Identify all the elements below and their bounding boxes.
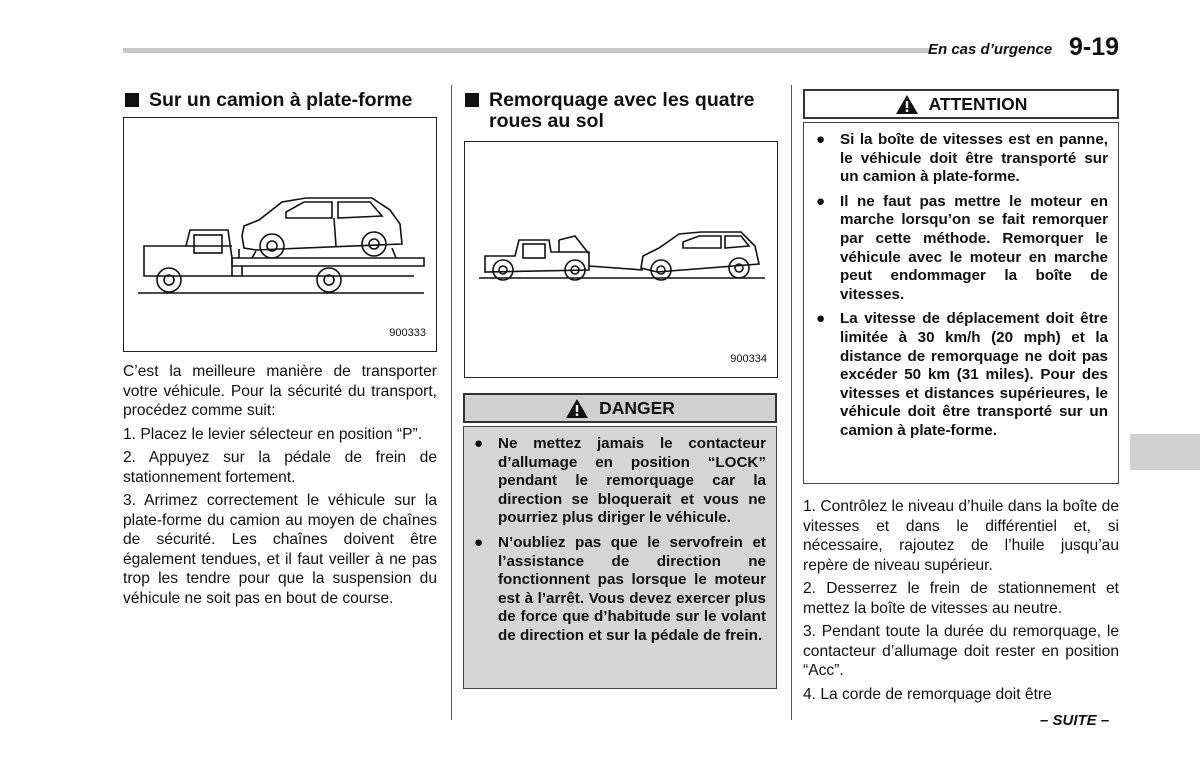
attention-item: ● La vitesse de déplacement doit être limitée à 30 km/h (20 mph) et la distance de remorquage ne doit pas excéder 50 km (31 miles). Pour des vitesses et distances supérieures, le véhicule doit être transporté sur un camion à plate-forme. [816, 310, 1108, 439]
paragraph: 3. Arrimez correctement le véhicule sur la plate-forme du camion au moyen de chaînes de sécurité. Les chaînes doivent être également tendues, et il faut veiller à ne pas trop les tendre pour que la suspension du véhicule ne soit pas en bout de course. [123, 492, 437, 607]
figure-code: 900333 [389, 327, 426, 339]
warning-triangle-icon [895, 94, 919, 115]
bullet-icon: ● [474, 533, 484, 551]
bullet-icon: ● [474, 435, 484, 452]
bullet-icon: ● [816, 310, 826, 328]
warning-triangle-icon [565, 398, 589, 419]
square-bullet-icon [125, 93, 139, 107]
section-title: En cas d’urgence [928, 41, 1053, 58]
attention-item: ● Il ne faut pas mettre le moteur en marche lorsqu’on se fait remorquer par cette méthode. Remorquer le véhicule avec le moteur en marche peut endommager la boîte de vitesses. [816, 192, 1108, 303]
danger-item: ● N’oubliez pas que le servofrein et l’assistance de direction ne fonctionnent pas lorsque le moteur est à l’arrêt. Vous devez exercer plus de force que d’habitude sur le volant de direction et sur la pédale de frein. [474, 533, 766, 644]
chapter-tab [1130, 434, 1200, 470]
figure-flatbed-truck [123, 117, 437, 352]
bullet-icon: ● [816, 192, 826, 210]
attention-title: ATTENTION [803, 89, 1119, 119]
paragraph: 2. Desserrez le frein de stationnement et mettez la boîte de vitesses au neutre. [803, 580, 1119, 617]
paragraph: 2. Appuyez sur la pédale de frein de stationnement fortement. [123, 449, 437, 486]
paragraph: 4. La corde de remorquage doit être [803, 685, 1052, 703]
figure-four-wheel-tow [464, 141, 778, 378]
danger-item: ● Ne mettez jamais le contacteur d’allumage en position “LOCK” pendant le remorquage car la direction se bloquerait et vous ne pourriez plus diriger le véhicule. [474, 435, 766, 527]
figure-code: 900334 [730, 353, 767, 365]
danger-box [463, 426, 777, 689]
paragraph: 1. Contrôlez le niveau d’huile dans la boîte de vitesses et dans le différentiel et, si nécessaire, rajoutez de l’huile jusqu’au repère de niveau supérieur. [803, 498, 1119, 574]
bullet-icon: ● [816, 131, 826, 148]
danger-title: DANGER [463, 393, 777, 423]
page-number: 9-19 [1069, 33, 1120, 61]
paragraph: 3. Pendant toute la durée du remorquage, le contacteur d’allumage doit rester en position “Acc”. [803, 623, 1119, 679]
square-bullet-icon [465, 93, 479, 107]
paragraph: C’est la meilleure manière de transporter votre véhicule. Pour la sécurité du transport, procédez comme suit: [123, 363, 437, 419]
attention-item: ● Si la boîte de vitesses est en panne, le véhicule doit être transporté sur un camion à plate-forme. [816, 131, 1108, 186]
section-heading-four-wheels: Remorquage avec les quatre roues au sol [465, 90, 785, 132]
header-rule [123, 48, 930, 53]
left-body-text [123, 362, 437, 612]
attention-box [803, 122, 1119, 484]
right-body-text [803, 497, 1119, 708]
continued-label: – SUITE – [1040, 712, 1110, 729]
paragraph: 1. Placez le levier sélecteur en position “P”. [123, 425, 423, 443]
flatbed-truck-illustration [124, 118, 436, 351]
column-divider [451, 85, 452, 720]
tow-truck-illustration [465, 142, 777, 377]
section-heading-flatbed: Sur un camion à plate-forme [125, 90, 445, 111]
column-divider [791, 85, 792, 720]
